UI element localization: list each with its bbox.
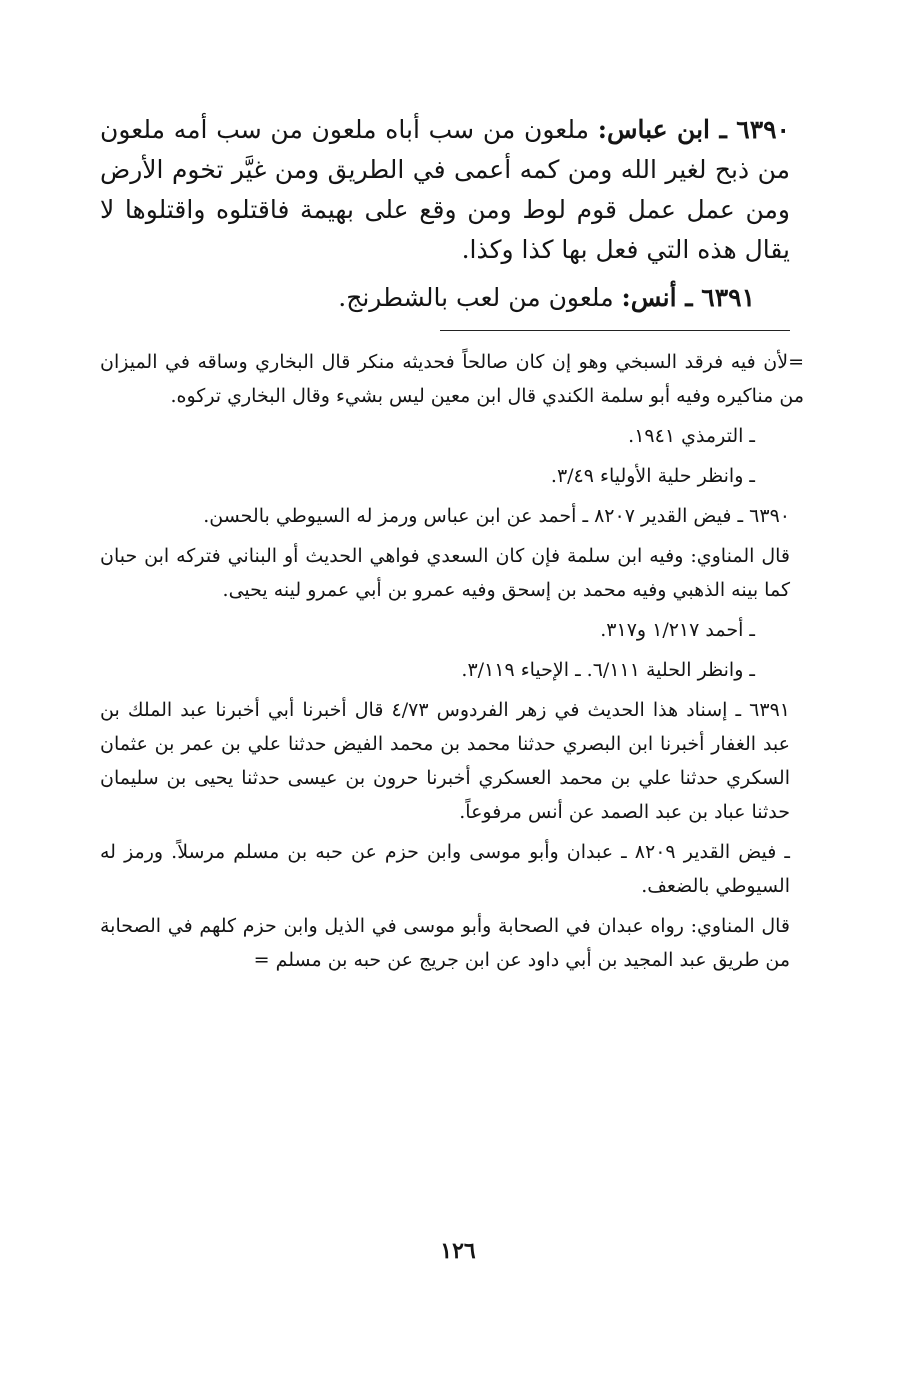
footnote-munawi-2: قال المناوي: رواه عبدان في الصحابة وأبو موسى في الذيل وابن حزم كلهم في الصحابة من طريق عبد المجيد بن أبي داود عن ابن جريج عن حبه بن مسلم = (100, 915, 790, 971)
footnote-divider (440, 330, 790, 331)
footnote-faid: ـ فيض القدير ٨٢٠٩ ـ عبدان وأبو موسى وابن حزم عن حبه بن مسلم مرسلاً. ورمز له السيوطي بالضعف. (100, 841, 790, 897)
hadith-6390 (100, 110, 790, 270)
hadith-6391-text: ملعون من لعب بالشطرنج. (338, 283, 622, 312)
page-number: ١٢٦ (440, 1238, 476, 1264)
footnote-hilya-ihya: ـ وانظر الحلية ٦/١١١. ـ الإحياء ٣/١١٩. (461, 659, 755, 681)
page-body (100, 110, 804, 983)
footnote-6391: ٦٣٩١ ـ إسناد هذا الحديث في زهر الفردوس ٤/٧٣ قال أخبرنا أبي أخبرنا عبد الملك بن عبد الغفار أخبرنا ابن البصري حدثنا محمد بن محمد الفيض حدثنا علي بن عمر بن عثمان السكري حدثنا علي بن محمد العسكري أخبرنا حرون بن عيسى حدثنا يحيى بن سليمان حدثنا عباد بن عبد الصمد عن أنس مرفوعاً. (100, 699, 790, 823)
footnote-tirmidhi: ـ الترمذي ١٩٤١. (628, 425, 755, 447)
hadith-6390-head: ٦٣٩٠ ـ ابن عباس: (597, 115, 790, 144)
footnote-munawi-1: قال المناوي: وفيه ابن سلمة فإن كان السعدي فواهي الحديث أو البناني فتركه ابن حبان كما بينه الذهبي وفيه محمد بن إسحق وفيه عمرو بن أبي عمرو لينه يحيى. (100, 545, 790, 601)
hadith-6391 (100, 278, 790, 318)
footnote-ahmad: ـ أحمد ١/٢١٧ و٣١٧. (600, 619, 755, 641)
footnote-continuation: =لأن فيه فرقد السبخي وهو إن كان صالحاً فحديثه منكر قال البخاري وساقه في الميزان من مناكيره وفيه أبو سلمة الكندي قال ابن معين ليس بشيء وقال البخاري تركوه. (100, 351, 804, 407)
footnote-hilya: ـ وانظر حلية الأولياء ٣/٤٩. (550, 465, 755, 487)
footnote-6390: ٦٣٩٠ ـ فيض القدير ٨٢٠٧ ـ أحمد عن ابن عباس ورمز له السيوطي بالحسن. (203, 505, 790, 527)
hadith-6390-text: ملعون من سب أباه ملعون من سب أمه ملعون من ذبح لغير الله ومن كمه أعمى في الطريق ومن غيَّر تخوم الأرض ومن عمل عمل قوم لوط ومن وقع على بهيمة فاقتلوه واقتلوها لا يقال هذه التي فعل بها كذا وكذا. (100, 115, 790, 264)
hadith-6391-head: ٦٣٩١ ـ أنس: (621, 283, 755, 312)
